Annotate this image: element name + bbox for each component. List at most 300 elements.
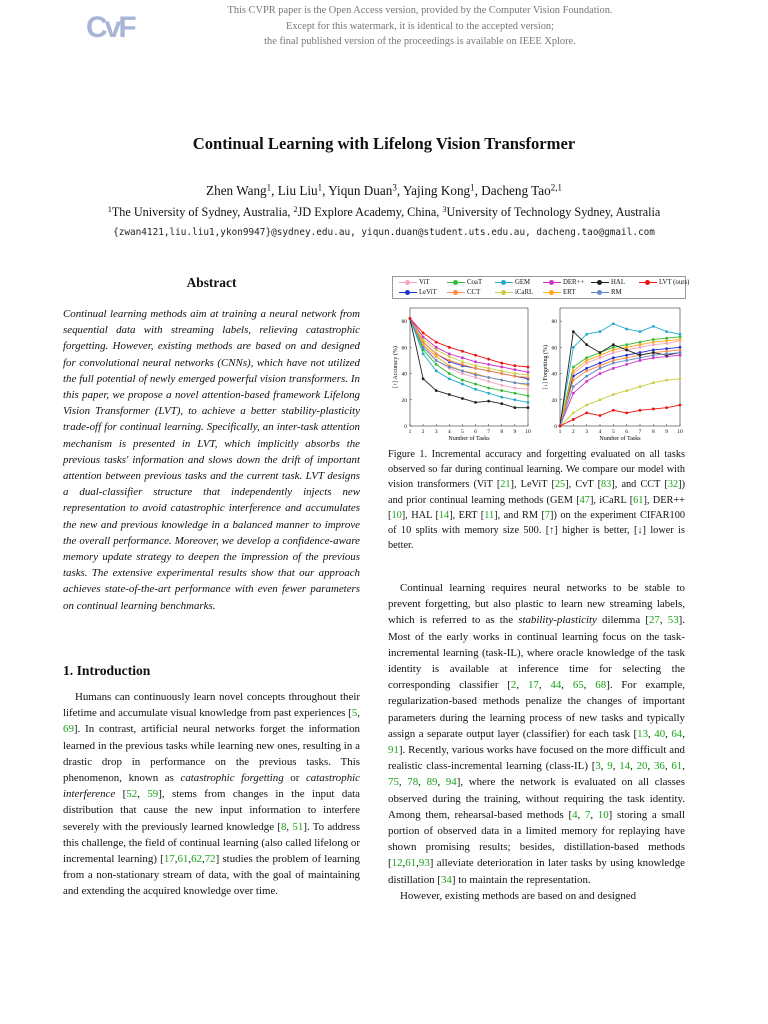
data-point xyxy=(612,343,615,346)
data-point xyxy=(474,360,477,363)
forgetting-chart xyxy=(542,308,683,442)
legend-label: DER++ xyxy=(563,279,585,287)
data-point xyxy=(435,359,438,362)
data-point xyxy=(448,393,451,396)
data-point xyxy=(585,356,588,359)
legend-entry xyxy=(543,279,584,287)
data-point xyxy=(652,356,655,359)
data-point xyxy=(585,375,588,378)
data-point xyxy=(474,383,477,386)
data-point xyxy=(474,376,477,379)
y-tick-label: 0 xyxy=(404,424,407,430)
citation-link[interactable]: 47 xyxy=(579,494,590,506)
data-point xyxy=(435,341,438,344)
data-point xyxy=(625,359,628,362)
data-point xyxy=(422,346,425,349)
data-point xyxy=(461,383,464,386)
series-line xyxy=(410,318,528,384)
data-point xyxy=(422,332,425,335)
legend-swatch xyxy=(495,289,513,296)
data-point xyxy=(500,384,503,387)
data-point xyxy=(435,370,438,373)
data-point xyxy=(612,346,615,349)
data-point xyxy=(448,377,451,380)
series-line xyxy=(560,379,680,426)
citation-link[interactable]: 17 xyxy=(163,853,175,866)
data-point xyxy=(599,351,602,354)
data-point xyxy=(652,341,655,344)
data-point xyxy=(665,350,668,353)
author-list: Zhen Wang$^1$, Liu Liu$^1$, Yiqun Duan$^3$, Yajing Kong$^1$, Dacheng Tao$^{2,1}$ xyxy=(206,182,562,198)
data-point xyxy=(500,396,503,399)
data-point xyxy=(585,333,588,336)
data-point xyxy=(665,352,668,355)
data-point xyxy=(474,388,477,391)
citation-link[interactable]: 75 xyxy=(388,776,399,789)
data-point xyxy=(448,359,451,362)
accuracy-chart xyxy=(392,308,531,442)
citation-link[interactable]: 10 xyxy=(391,509,402,521)
y-axis-label: [↑] Accuracy (%) xyxy=(393,346,399,388)
x-tick-label: 6 xyxy=(625,429,629,435)
series-line xyxy=(560,405,680,426)
data-point xyxy=(639,330,642,333)
data-point xyxy=(487,370,490,373)
legend-swatch xyxy=(543,289,561,296)
series-line xyxy=(410,318,528,389)
data-point xyxy=(612,359,615,362)
citation-link[interactable]: 3 xyxy=(595,760,601,773)
legend-swatch xyxy=(591,279,609,286)
x-tick-label: 1 xyxy=(408,429,412,435)
data-point xyxy=(572,370,575,373)
data-point xyxy=(422,338,425,341)
citation-link[interactable]: 64 xyxy=(671,727,683,740)
legend-entry xyxy=(495,279,530,287)
y-tick-label: 80 xyxy=(551,319,557,326)
figure-1-caption xyxy=(388,447,685,553)
data-point xyxy=(487,380,490,383)
citation-link[interactable]: 53 xyxy=(667,614,679,627)
citation-link[interactable]: 78 xyxy=(407,776,419,789)
data-point xyxy=(474,364,477,367)
data-point xyxy=(585,411,588,414)
data-point xyxy=(665,337,668,340)
data-point xyxy=(612,351,615,354)
data-point xyxy=(599,367,602,370)
data-point xyxy=(599,414,602,417)
citation-link[interactable]: 14 xyxy=(619,760,631,773)
citation-link[interactable]: 13 xyxy=(637,727,649,740)
data-point xyxy=(625,354,628,357)
data-point xyxy=(572,330,575,333)
data-point xyxy=(652,408,655,411)
citation-link[interactable]: 65 xyxy=(572,679,584,692)
legend-label: GEM xyxy=(515,279,531,287)
citation-link[interactable]: 89 xyxy=(426,776,438,789)
data-point xyxy=(625,363,628,366)
data-point xyxy=(665,347,668,350)
data-point xyxy=(599,398,602,401)
legend-entry xyxy=(447,279,482,287)
series-line xyxy=(410,318,528,402)
data-point xyxy=(585,380,588,383)
data-point xyxy=(513,398,516,401)
right-paragraph-2: However, existing methods are based on and designed xyxy=(400,889,637,902)
data-point xyxy=(625,411,628,414)
data-point xyxy=(474,373,477,376)
data-point xyxy=(612,367,615,370)
abstract-text: Continual learning methods aim at training a neural network from sequential data with streaming labels, relieving catastrophic forgetting. However, existing methods are based on and designed for convolutional neural networks (CNNs), which have not utilized the full potential of newly emerged powerful vision transformers. In this paper, we propose a novel attention-based framework Lifelong Vision Transformer (LVT), to achieve a better stability-plasticity trade-off for continual learning. Specifically, an inter-task attention mechanism is presented in LVT, which implicitly absorbs the previous tasks' information and slows down the drift of important attention between previous tasks and the current task. LVT designs a dual-classifier structure that independently injects new representation to avoid catastrophic interference and accumulates the new and previous knowledge in a balanced manner to improve the overall performance. Moreover, we develop a confidence-aware memory update strategy to deepen the impression of the previous tasks. The extensive experimental results show that our approach achieves state-of-the-art performance with even fewer parameters on continual learning benchmarks. xyxy=(63,308,360,612)
citation-link[interactable]: 10 xyxy=(597,808,609,821)
data-point xyxy=(487,387,490,390)
data-point xyxy=(527,371,530,374)
legend-entry xyxy=(543,289,575,297)
data-point xyxy=(559,425,562,428)
citation-link[interactable]: 34 xyxy=(440,873,452,886)
data-point xyxy=(513,406,516,409)
y-tick-label: 20 xyxy=(401,397,407,404)
citation-link[interactable]: 8 xyxy=(280,820,287,833)
data-point xyxy=(612,356,615,359)
legend-entry xyxy=(399,279,430,287)
citation-link[interactable]: 25 xyxy=(554,479,566,491)
notice-line-3: the final published version of the proceedings is available on IEEE Xplore. xyxy=(264,36,576,48)
data-point xyxy=(474,401,477,404)
intro-paragraph-1: Humans can continuously learn novel concepts throughout their lifetime and accumulate visual knowledge from past experiences [5, 69]. In contrast, artificial neural networks forget the information learned in the previous tasks while learning new ones, resulting in a drastic drop in performance on the previous tasks. This phenomenon, known as catastrophic forgetting or catastrophic interference [52, 59], stems from changes in the input data distribution that cause the new input information to interfere severely with the previously learned knowledge [8, 51]. To address this challenge, the field of continual learning (also called lifelong or incremental learning) [17,61,62,72] studies the problem of learning from a non-stationary stream of data, with the goal of maintaining and extending the acquired knowledge over time. xyxy=(63,691,361,898)
data-point xyxy=(527,394,530,397)
data-point xyxy=(572,385,575,388)
data-point xyxy=(599,372,602,375)
data-point xyxy=(679,351,682,354)
data-point xyxy=(513,375,516,378)
data-point xyxy=(639,359,642,362)
y-tick-label: 40 xyxy=(551,371,557,378)
citation-link[interactable]: 72 xyxy=(204,853,216,866)
caption-text: Figure 1. Incremental accuracy and forgetting evaluated on all tasks observed so far during continual learning. We compare our model with vision transformers (ViT [21], LeViT [25], CvT [83], and CCT [32]) and prior continual learning methods (GEM [47], iCaRL [61], DER++ [10], HAL [14], ERT [11], and RM [7]) on the experiment CIFAR100 of 10 splits with memory size 500. [↑] higher is better, [↓] lower is better. xyxy=(388,449,685,552)
x-tick-label: 2 xyxy=(421,429,425,435)
data-point xyxy=(679,349,682,352)
citation-link[interactable]: 93 xyxy=(418,857,430,870)
legend-swatch xyxy=(639,279,657,286)
data-point xyxy=(639,356,642,359)
citation-link[interactable]: 4 xyxy=(572,808,578,821)
data-point xyxy=(585,370,588,373)
citation-link[interactable]: 17 xyxy=(527,679,539,692)
data-point xyxy=(612,362,615,365)
x-tick-label: 9 xyxy=(665,429,669,435)
legend-label: LeViT xyxy=(419,289,437,297)
data-point xyxy=(422,377,425,380)
data-point xyxy=(599,364,602,367)
data-point xyxy=(448,355,451,358)
x-tick-label: 3 xyxy=(434,429,438,435)
data-point xyxy=(487,363,490,366)
data-point xyxy=(435,355,438,358)
data-point xyxy=(599,330,602,333)
introduction-heading: 1. Introduction xyxy=(63,663,151,678)
data-point xyxy=(652,338,655,341)
data-point xyxy=(527,376,530,379)
svg-text:CvF: CvF xyxy=(86,11,134,42)
cvf-logo xyxy=(84,8,140,42)
data-point xyxy=(500,370,503,373)
citation-link[interactable]: 91 xyxy=(388,744,399,757)
y-axis-label: [↓] Forgetting (%) xyxy=(543,345,549,389)
citation-link[interactable]: 32 xyxy=(667,479,679,491)
author-name: Liu Liu$^1$ xyxy=(277,182,323,198)
citation-link[interactable]: 61 xyxy=(405,857,417,870)
x-axis-label: Number of Tasks xyxy=(448,436,490,442)
author-name: Yajing Kong$^1$ xyxy=(402,182,475,198)
x-tick-label: 2 xyxy=(571,429,575,435)
data-point xyxy=(612,393,615,396)
citation-link[interactable]: 51 xyxy=(292,820,304,833)
data-point xyxy=(435,363,438,366)
data-point xyxy=(435,349,438,352)
data-point xyxy=(487,392,490,395)
data-point xyxy=(461,360,464,363)
abstract-heading: Abstract xyxy=(186,275,237,290)
data-point xyxy=(500,362,503,365)
legend-swatch xyxy=(399,289,417,296)
legend-entry xyxy=(639,279,689,287)
citation-link[interactable]: 9 xyxy=(607,760,613,773)
data-point xyxy=(679,377,682,380)
data-point xyxy=(527,373,530,376)
x-tick-label: 10 xyxy=(525,429,531,435)
right-column-body xyxy=(388,580,685,904)
x-tick-label: 8 xyxy=(500,429,504,435)
italic-term: catastrophic interference xyxy=(63,772,360,801)
data-point xyxy=(625,349,628,352)
data-point xyxy=(474,354,477,357)
x-tick-label: 7 xyxy=(638,429,642,435)
series-line xyxy=(410,318,528,407)
legend-entry xyxy=(447,289,480,297)
data-point xyxy=(612,349,615,352)
data-point xyxy=(435,352,438,355)
legend-label: CoaT xyxy=(467,279,483,287)
citation-link[interactable]: 7 xyxy=(584,808,591,821)
data-point xyxy=(572,346,575,349)
data-point xyxy=(500,389,503,392)
data-point xyxy=(652,349,655,352)
legend-swatch xyxy=(447,289,465,296)
data-point xyxy=(652,354,655,357)
citation-link[interactable]: 68 xyxy=(595,679,607,692)
notice-line-1: This CVPR paper is the Open Access version, provided by the Computer Vision Foundation. xyxy=(227,5,613,16)
citation-link[interactable]: 21 xyxy=(500,479,511,491)
x-tick-label: 8 xyxy=(651,429,655,435)
data-point xyxy=(665,339,668,342)
data-point xyxy=(448,352,451,355)
citation-link[interactable]: 27 xyxy=(648,614,660,627)
citation-link[interactable]: 12 xyxy=(391,857,403,870)
data-point xyxy=(585,343,588,346)
data-point xyxy=(572,392,575,395)
introduction-body xyxy=(63,689,360,900)
data-point xyxy=(500,379,503,382)
x-tick-label: 4 xyxy=(598,429,602,435)
data-point xyxy=(652,325,655,328)
data-point xyxy=(461,397,464,400)
citation-link[interactable]: 11 xyxy=(484,509,495,521)
legend-swatch xyxy=(543,279,561,286)
data-point xyxy=(448,366,451,369)
data-point xyxy=(599,362,602,365)
citation-link[interactable]: 52 xyxy=(126,788,138,801)
data-point xyxy=(461,363,464,366)
data-point xyxy=(461,350,464,353)
series-line xyxy=(560,324,680,426)
y-tick-label: 0 xyxy=(554,424,557,430)
data-point xyxy=(612,409,615,412)
x-tick-label: 3 xyxy=(585,429,589,435)
citation-link[interactable]: 61 xyxy=(671,760,683,773)
legend-entry xyxy=(495,289,533,297)
x-tick-label: 5 xyxy=(611,429,615,435)
data-point xyxy=(527,401,530,404)
legend-label: ERT xyxy=(563,289,576,297)
citation-link[interactable]: 2 xyxy=(510,679,517,692)
data-point xyxy=(435,389,438,392)
citation-link[interactable]: 40 xyxy=(654,727,666,740)
x-tick-label: 1 xyxy=(558,429,562,435)
data-point xyxy=(487,358,490,361)
legend-entry xyxy=(591,289,622,297)
data-point xyxy=(679,354,682,357)
y-tick-label: 80 xyxy=(401,319,407,326)
citation-link[interactable]: 61 xyxy=(633,494,644,506)
citation-link[interactable]: 36 xyxy=(653,760,665,773)
italic-term: catastrophic forgetting xyxy=(180,772,284,785)
data-point xyxy=(665,406,668,409)
data-point xyxy=(527,383,530,386)
legend-label: LVT (ours) xyxy=(659,279,690,287)
citation-link[interactable]: 7 xyxy=(544,509,551,521)
data-point xyxy=(513,368,516,371)
data-point xyxy=(639,343,642,346)
data-point xyxy=(487,400,490,403)
y-tick-label: 40 xyxy=(401,371,407,378)
citation-link[interactable]: 5 xyxy=(351,707,358,720)
legend-swatch xyxy=(495,279,513,286)
data-point xyxy=(572,366,575,369)
paper-title: Continual Learning with Lifelong Vision Transformer xyxy=(192,134,576,153)
data-point xyxy=(513,364,516,367)
y-tick-label: 20 xyxy=(551,397,557,404)
data-point xyxy=(422,335,425,338)
legend-label: HAL xyxy=(611,279,625,287)
data-point xyxy=(474,367,477,370)
figure-legend xyxy=(392,276,690,299)
data-point xyxy=(665,342,668,345)
legend-swatch xyxy=(447,279,465,286)
citation-link[interactable]: 62 xyxy=(191,853,202,866)
citation-link[interactable]: 44 xyxy=(550,679,562,692)
data-point xyxy=(599,356,602,359)
data-point xyxy=(639,409,642,412)
citation-link[interactable]: 94 xyxy=(445,776,457,789)
data-point xyxy=(639,385,642,388)
data-point xyxy=(625,328,628,331)
data-point xyxy=(585,359,588,362)
legend-entry xyxy=(591,279,625,287)
citation-link[interactable]: 69 xyxy=(63,723,74,736)
affiliations xyxy=(0,205,768,220)
x-tick-label: 5 xyxy=(461,429,464,435)
citation-link[interactable]: 61 xyxy=(177,853,189,866)
citation-link[interactable]: 59 xyxy=(147,788,159,801)
affiliation: $^2$JD Explore Academy, China, xyxy=(293,204,443,219)
x-tick-label: 10 xyxy=(677,429,683,435)
data-point xyxy=(585,367,588,370)
data-point xyxy=(487,376,490,379)
x-axis-label: Number of Tasks xyxy=(599,436,641,442)
data-point xyxy=(652,351,655,354)
data-point xyxy=(422,352,425,355)
author-emails: {zwan4121,liu.liu1,ykon9947}@sydney.edu.au, yiqun.duan@student.uts.edu.au, dacheng.tao@gmail.com xyxy=(113,227,655,238)
data-point xyxy=(665,379,668,382)
open-access-notice xyxy=(150,3,690,50)
author-name: Dacheng Tao$^{2,1}$ xyxy=(481,182,562,198)
data-point xyxy=(679,333,682,336)
data-point xyxy=(585,404,588,407)
italic-term: stability-plasticity xyxy=(518,614,597,627)
data-point xyxy=(639,354,642,357)
series-line xyxy=(410,318,528,395)
legend-swatch xyxy=(399,279,417,286)
data-point xyxy=(500,402,503,405)
data-point xyxy=(639,341,642,344)
data-point xyxy=(639,351,642,354)
data-point xyxy=(652,343,655,346)
legend-label: CCT xyxy=(467,289,481,297)
data-point xyxy=(461,356,464,359)
data-point xyxy=(487,367,490,370)
affiliation: $^1$The University of Sydney, Australia, xyxy=(107,204,294,219)
data-point xyxy=(409,317,412,320)
legend-label: ViT xyxy=(419,279,430,287)
series-line xyxy=(560,355,680,426)
data-point xyxy=(513,392,516,395)
data-point xyxy=(448,346,451,349)
y-tick-label: 60 xyxy=(401,345,407,352)
legend-entry xyxy=(399,289,437,297)
citation-link[interactable]: 20 xyxy=(636,760,648,773)
citation-link[interactable]: 83 xyxy=(601,479,612,491)
data-point xyxy=(572,418,575,421)
data-point xyxy=(625,389,628,392)
data-point xyxy=(513,372,516,375)
data-point xyxy=(461,370,464,373)
notice-line-2: Except for this watermark, it is identical to the accepted version; xyxy=(285,20,555,32)
author-name: Zhen Wang$^1$ xyxy=(206,182,272,198)
data-point xyxy=(612,322,615,325)
data-point xyxy=(513,387,516,390)
data-point xyxy=(435,346,438,349)
data-point xyxy=(679,335,682,338)
x-tick-label: 4 xyxy=(447,429,451,435)
data-point xyxy=(679,346,682,349)
affiliation: $^3$University of Technology Sydney, Australia xyxy=(442,204,661,219)
citation-link[interactable]: 14 xyxy=(438,509,450,521)
data-point xyxy=(679,404,682,407)
figure-1-plots xyxy=(388,276,688,444)
x-tick-label: 6 xyxy=(474,429,477,435)
author-name: Yiqun Duan$^3$ xyxy=(328,182,397,198)
